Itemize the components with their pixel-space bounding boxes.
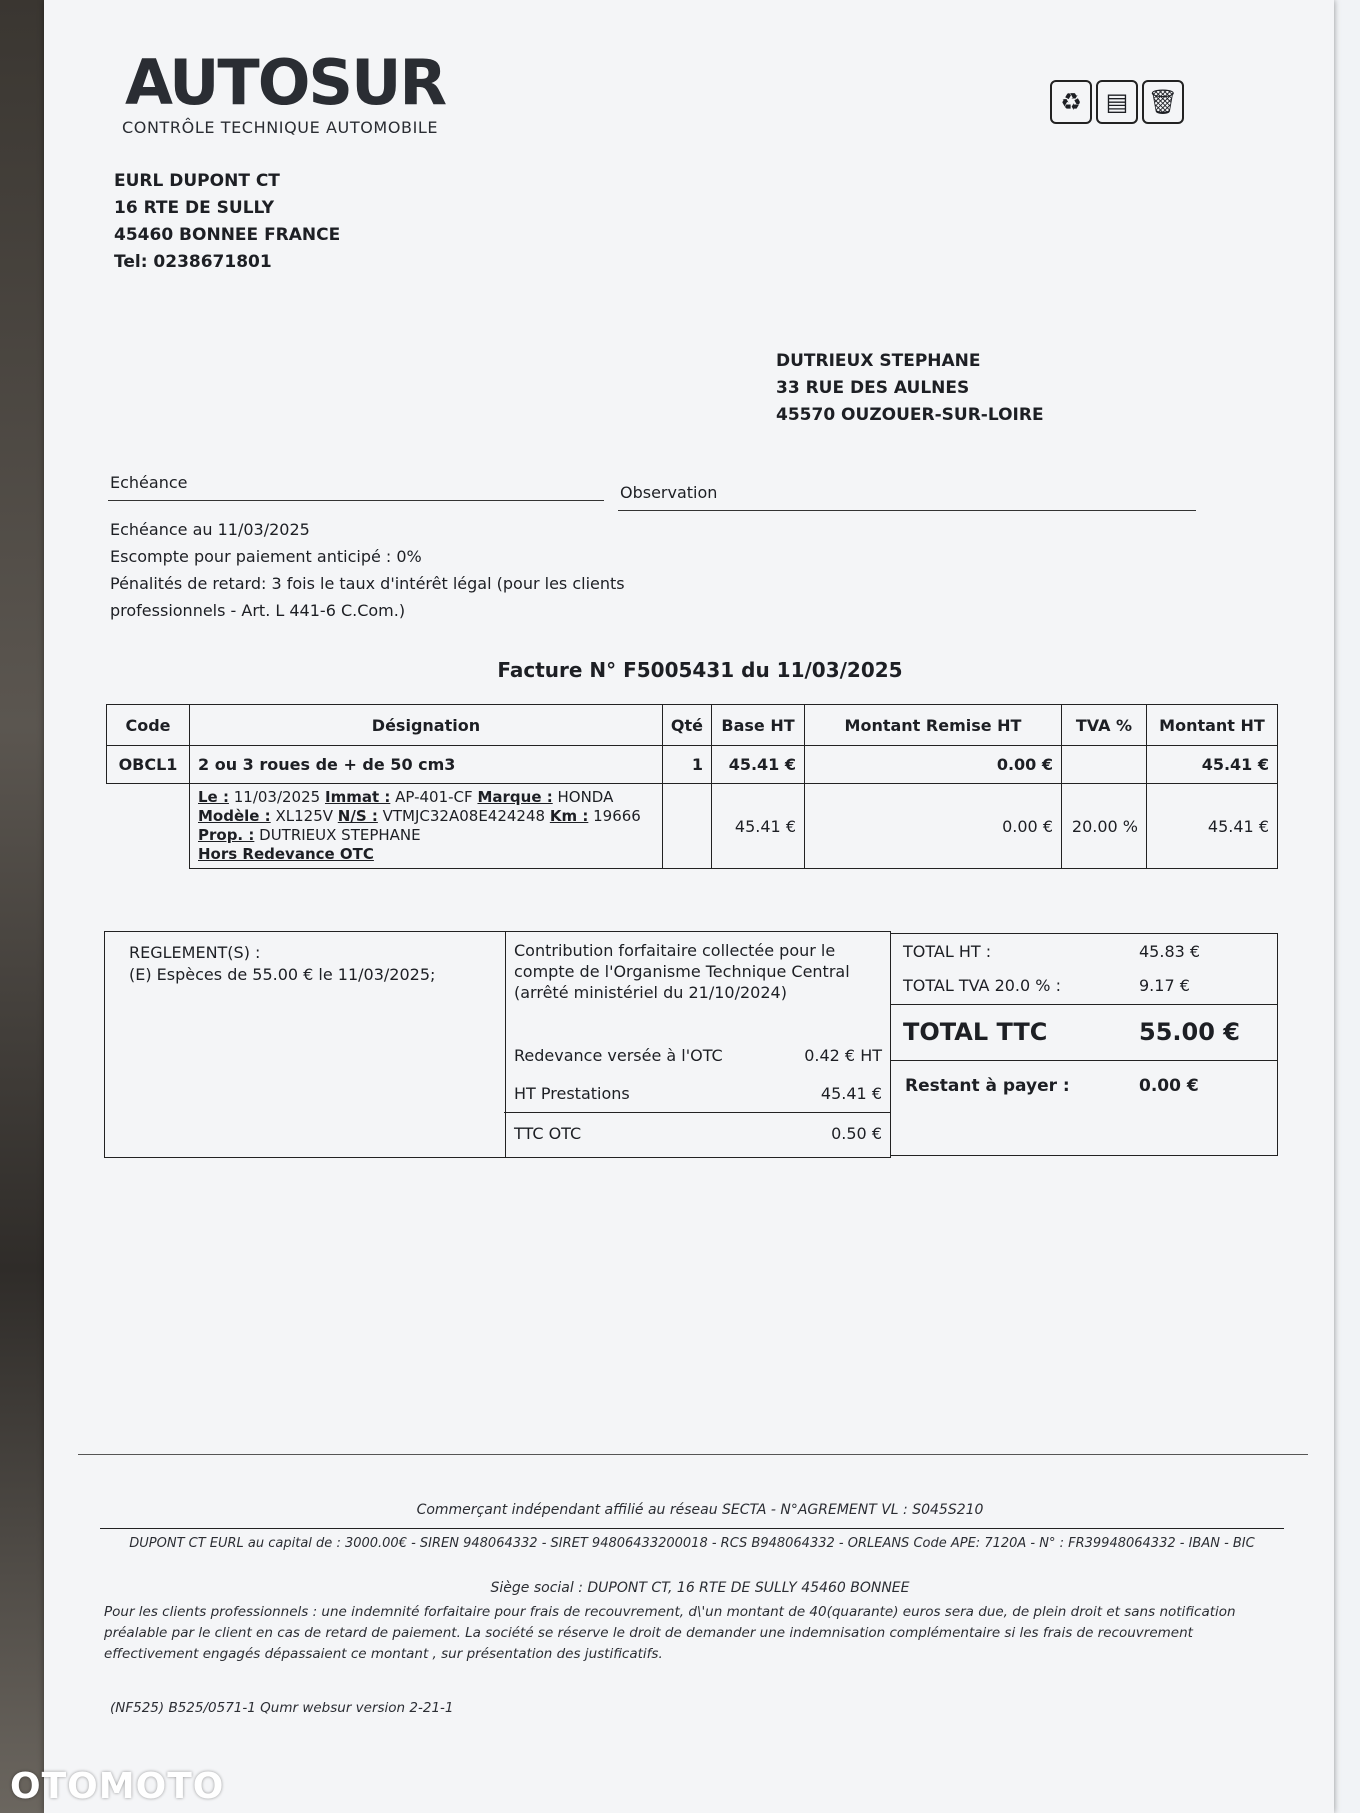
autosur-logo: AUTOSUR [125,46,446,119]
document-icon: ▤ [1096,80,1138,124]
table-row: OBCL1 2 ou 3 roues de + de 50 cm3 1 45.41 € 0.00 € 45.41 € [107,746,1278,784]
otomoto-watermark: OTOMOTO [10,1766,225,1807]
table-header: Code Désignation Qté Base HT Montant Remise HT TVA % Montant HT [107,705,1278,746]
invoice-title: Facture N° F5005431 du 11/03/2025 [497,658,903,682]
affiliation: Commerçant indépendant affilié au réseau SECTA - N°AGREMENT VL : S045S210 [416,1502,984,1518]
contribution-box: Contribution forfaitaire collectée pour le compte de l'Organisme Technique Central (arrêté ministériel du 21/10/2024) Redevance versée à l'OTC 0.42 € HT HT Prestations 45.41 € TTC OTC 0.50 € [504,931,891,1158]
software-version: (NF525) B525/0571-1 Qumr websur version 2-21-1 [110,1700,454,1716]
table-row-detail: Le : 11/03/2025 Immat : AP-401-CF Marque : HONDA Modèle : XL125V N/S : VTMJC32A08E424248 Km : 19666 Prop. : DUTRIEUX STEPHANE Hors Redevance OTC 45.41 € 0.00 € 20.00 % 45.41 € [107,784,1278,869]
bin-icon: 🗑 [1142,80,1184,124]
observation-rule [618,510,1196,511]
payment-terms: Echéance au 11/03/2025 Escompte pour paiement anticipé : 0% Pénalités de retard: 3 fois le taux d'intérêt légal (pour les clients professionnels - Art. L 441-6 C.Com.) [110,520,625,620]
invoice-table [106,704,1278,869]
observation-label: Observation [620,483,718,502]
totals-box: TOTAL HT : 45.83 € TOTAL TVA 20.0 % : 9.17 € TOTAL TTC 55.00 € Restant à payer : 0.00 € [890,933,1278,1156]
siege-social: Siège social : DUPONT CT, 16 RTE DE SULLY 45460 BONNEE [490,1580,910,1596]
total-ttc-value: 55.00 € [1139,1018,1240,1046]
recycling-icons [1050,80,1184,124]
hors-redevance: Hors Redevance OTC [198,845,374,863]
total-ttc-label: TOTAL TTC [903,1018,1048,1046]
legal-info: DUPONT CT EURL au capital de : 3000.00€ - SIREN 948064332 - SIRET 94806433200018 - RCS B948064332 - ORLEANS Code APE: 7120A - N° : FR39948064332 - IBAN - BIC [129,1536,1255,1551]
logo-subtitle: CONTRÔLE TECHNIQUE AUTOMOBILE [122,118,439,137]
seller-address: EURL DUPONT CT 16 RTE DE SULLY 45460 BONNEE FRANCE Tel: 0238671801 [114,171,341,272]
client-address: DUTRIEUX STEPHANE 33 RUE DES AULNES 45570 OUZOUER-SUR-LOIRE [776,351,1044,425]
echeance-label: Echéance [110,473,188,492]
vehicle-details: Le : 11/03/2025 Immat : AP-401-CF Marque : HONDA Modèle : XL125V N/S : VTMJC32A08E424248 Km : 19666 Prop. : DUTRIEUX STEPHANE Hors Redevance OTC [190,784,663,869]
echeance-rule [108,500,604,501]
recycle-person-icon: ♻ [1050,80,1092,124]
pro-clause: Pour les clients professionnels : une indemnité forfaitaire pour frais de recouvrement, d\'un montant de 40(quarante) euros sera due, de plein droit et sans notification préalable par le client en cas de retard de paiement. La société se réserve le droit de demander une indemnisation complémentaire si les frais de recouvrement effectivement engagés dépassaient ce montant , sur présentation des justificatifs. [104,1604,1236,1662]
footer-rule [78,1454,1308,1455]
reglement-box: REGLEMENT(S) : (E) Espèces de 55.00 € le 11/03/2025; [104,931,506,1158]
